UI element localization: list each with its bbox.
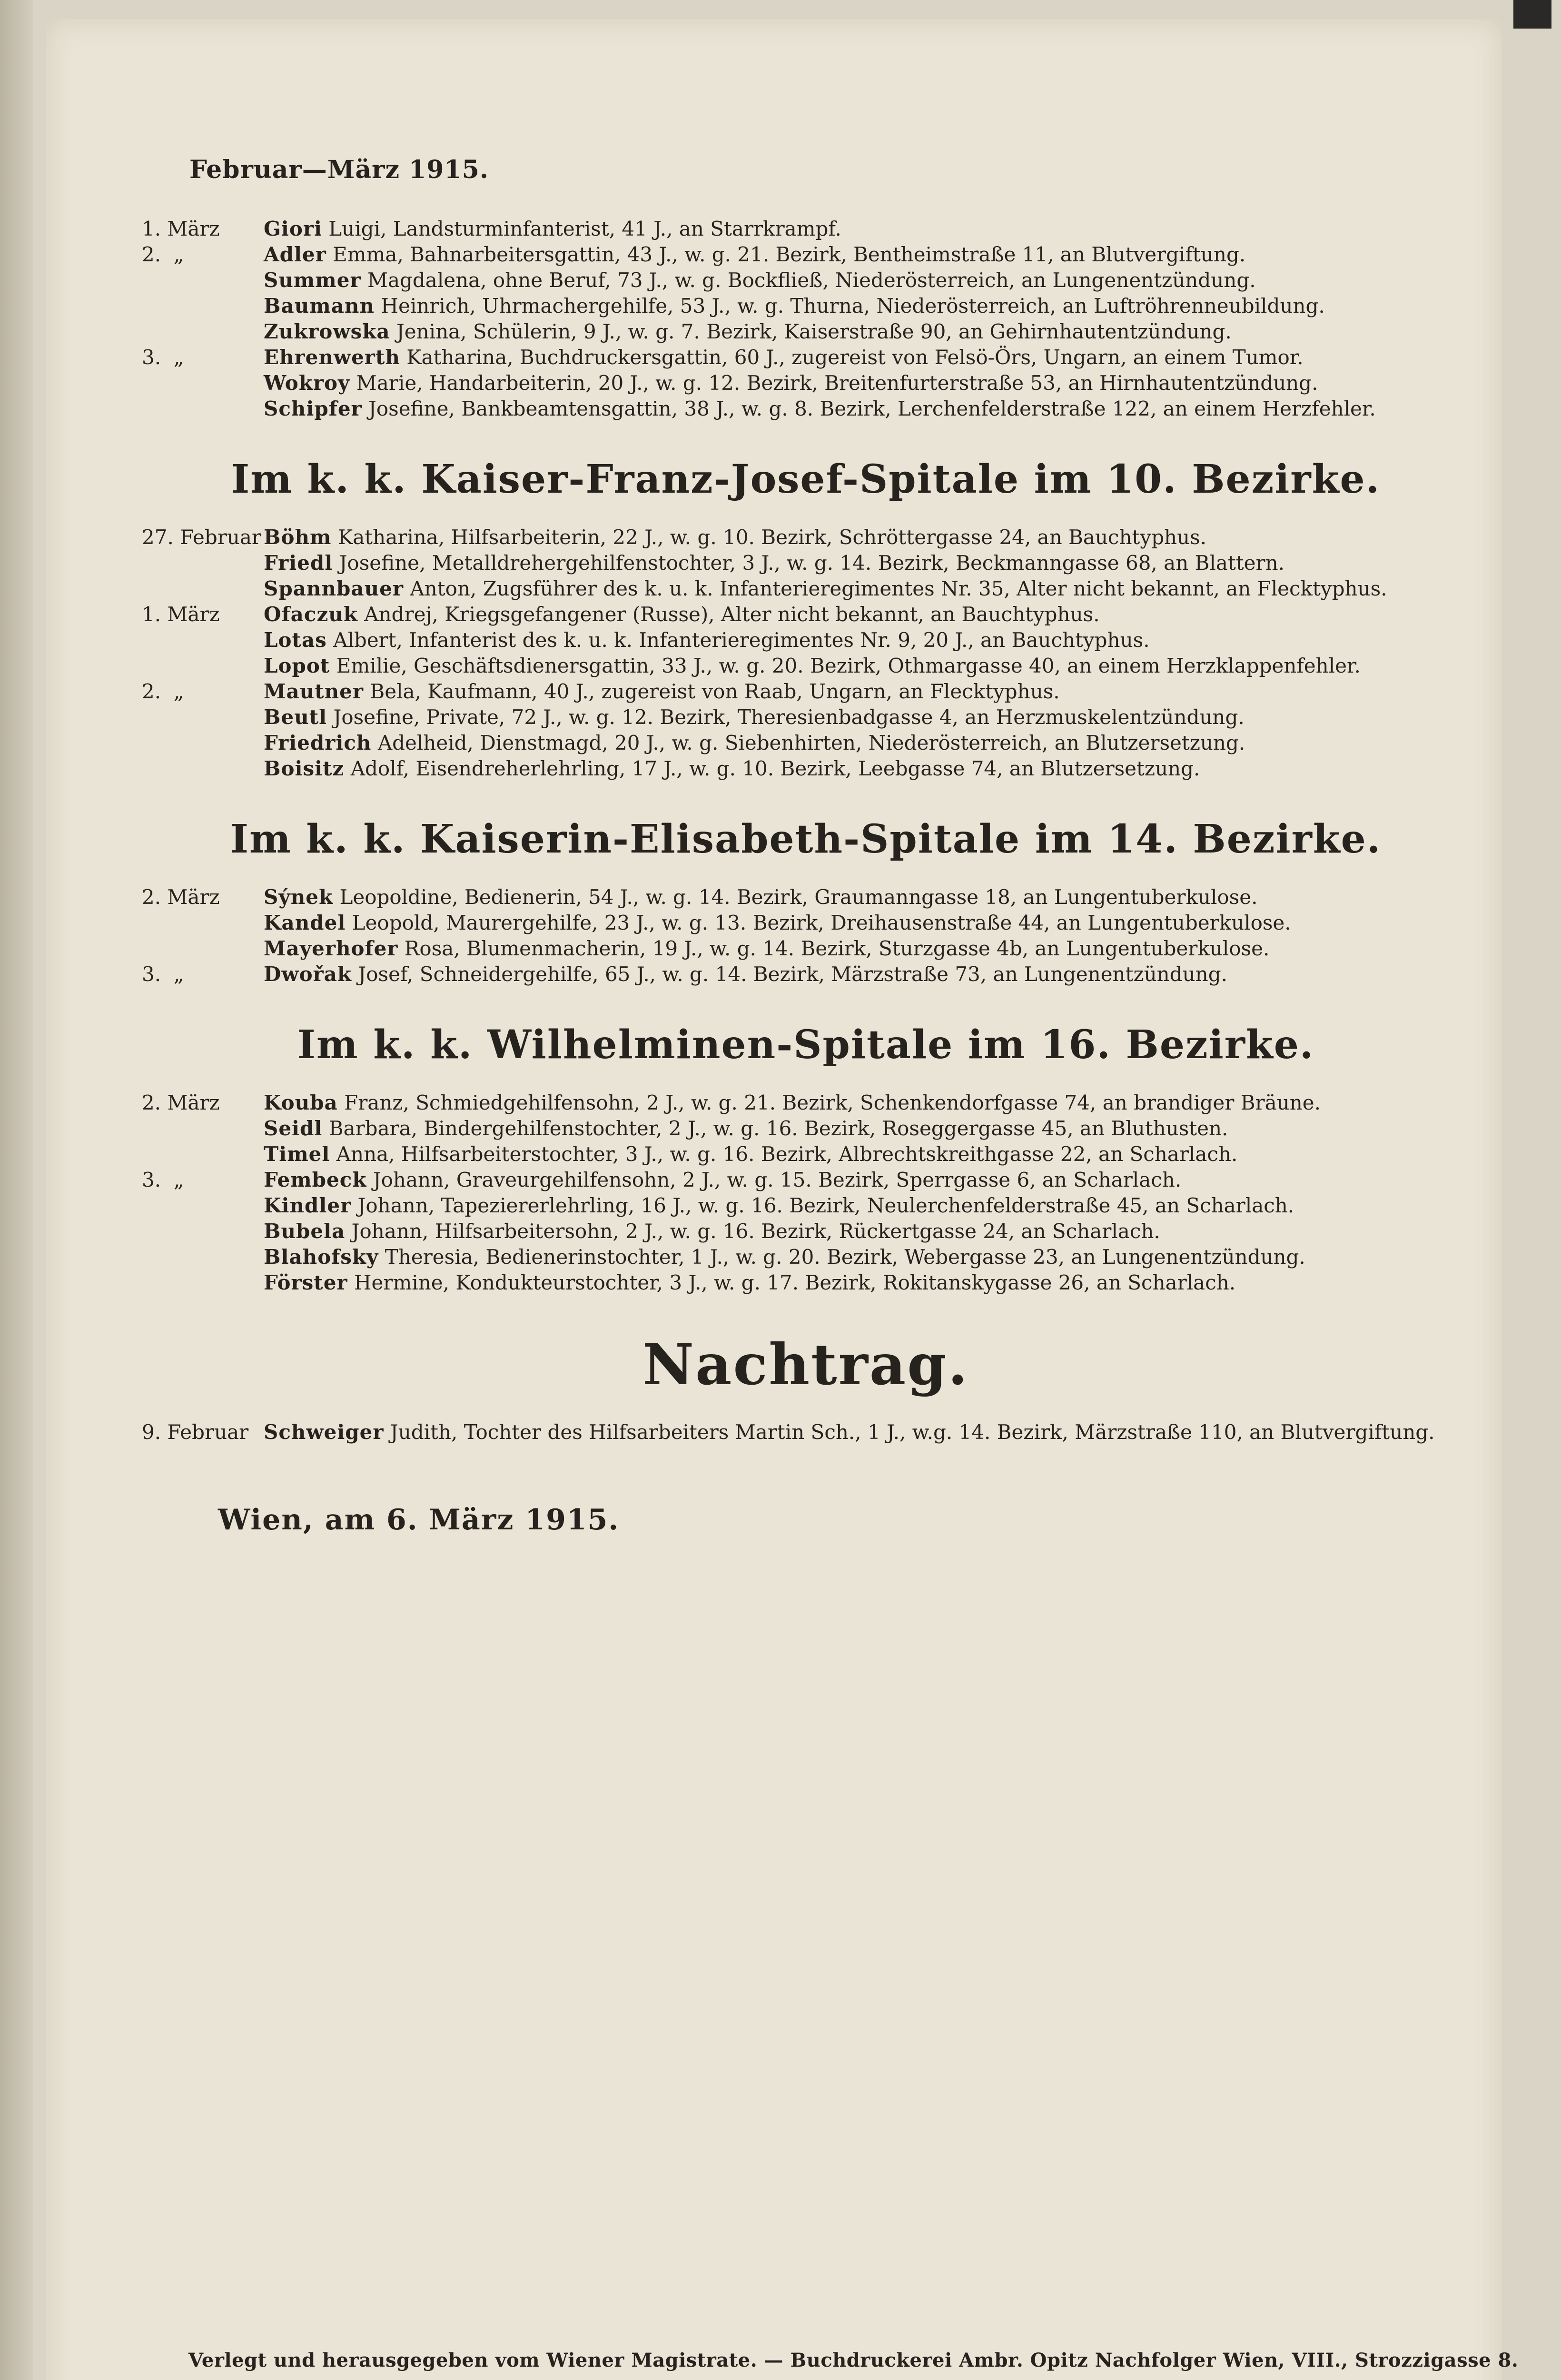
deceased-surname: Mayerhofer [264,937,398,960]
entry-body [264,525,1470,550]
entry-body [264,936,1470,962]
entry-date: 3. „ [142,1168,184,1191]
register-entry [142,550,1470,576]
register-entry [142,1244,1470,1270]
register-entry [142,1270,1470,1296]
register-entry [142,525,1470,550]
entry-body [264,1419,1470,1445]
register-entry [142,1167,1470,1193]
deceased-surname: Sýnek [264,885,334,909]
entry-details: Albert, Infanterist des k. u. k. Infanterieregimentes Nr. 9, 20 J., an Bauchtyphus. [333,628,1150,652]
entry-details: Anton, Zugsführer des k. u. k. Infanterieregimentes Nr. 35, Alter nicht bekannt, an Flecktyphus. [410,577,1387,600]
entry-details: Rosa, Blumenmacherin, 19 J., w. g. 14. Bezirk, Sturzgasse 4b, an Lungentuberkulose. [404,937,1270,960]
entry-date: 3. „ [142,962,184,986]
entry-details: Jenina, Schülerin, 9 J., w. g. 7. Bezirk, Kaiserstraße 90, an Gehirnhautentzündung. [396,320,1232,343]
deceased-surname: Böhm [264,526,332,549]
entry-details: Hermine, Kondukteurstochter, 3 J., w. g. 17. Bezirk, Rokitanskygasse 26, an Scharlach. [354,1271,1236,1294]
entry-details: Theresia, Bedienerinstochter, 1 J., w. g. 20. Bezirk, Webergasse 23, an Lungenentzündung. [385,1245,1305,1269]
entry-details: Andrej, Kriegsgefangener (Russe), Alter nicht bekannt, an Bauchtyphus. [364,603,1100,626]
register-entry [142,576,1470,602]
hospital-section-title: Im k. k. Kaiserin-Elisabeth-Spitale im 14. Bezirke. [230,816,1382,862]
deceased-surname: Baumann [264,294,375,317]
entry-details: Josef, Schneidergehilfe, 65 J., w. g. 14. Bezirk, Märzstraße 73, an Lungenentzündung. [358,962,1227,986]
entry-body [264,679,1470,704]
entry-details: Johann, Hilfsarbeitersohn, 2 J., w. g. 16. Bezirk, Rückertgasse 24, an Scharlach. [351,1220,1160,1243]
entry-body [264,1167,1470,1193]
entry-details: Katharina, Buchdruckersgattin, 60 J., zugereist von Felsö-Örs, Ungarn, an einem Tumor. [406,346,1304,369]
entry-date: 2. März [142,1091,220,1114]
deceased-surname: Schweiger [264,1420,384,1444]
register-entry [142,884,1470,910]
register-entry [142,602,1470,627]
hospital-section-title: Im k. k. Wilhelminen-Spitale im 16. Bezirke. [297,1022,1314,1068]
deceased-surname: Spannbauer [264,577,404,600]
entry-details: Leopoldine, Bedienerin, 54 J., w. g. 14. Bezirk, Graumanngasse 18, an Lungentuberkulose. [339,885,1258,909]
entry-details: Leopold, Maurergehilfe, 23 J., w. g. 13. Bezirk, Dreihausenstraße 44, an Lungentuberkulose. [352,911,1291,934]
register-entry [142,653,1470,679]
entry-body [264,884,1470,910]
entry-date: 27. Februar [142,526,261,549]
deceased-surname: Timel [264,1142,330,1166]
entry-body [264,550,1470,576]
register-entry [142,627,1470,653]
register-entry [142,1141,1470,1167]
nachtrag-entries [142,1419,1470,1445]
deceased-surname: Lopot [264,654,330,677]
deceased-surname: Kindler [264,1194,352,1217]
entry-details: Anna, Hilfsarbeiterstochter, 3 J., w. g. 16. Bezirk, Albrechtskreithgasse 22, an Scharlach. [336,1142,1238,1166]
register-entry [142,1419,1470,1445]
entry-details: Barbara, Bindergehilfenstochter, 2 J., w. g. 16. Bezirk, Roseggergasse 45, an Bluthusten. [328,1117,1228,1140]
deceased-surname: Blahofsky [264,1245,379,1269]
deceased-surname: Friedl [264,551,333,575]
register-entry [142,319,1470,345]
deceased-surname: Kouba [264,1091,338,1114]
entry-body [264,216,1470,242]
death-register-sections [142,216,1470,1296]
register-entry [142,293,1470,319]
register-entry [142,936,1470,962]
entry-details: Judith, Tochter des Hilfsarbeiters Martin Sch., 1 J., w.g. 14. Bezirk, Märzstraße 110, an Blutvergiftung. [390,1420,1435,1444]
entry-details: Emma, Bahnarbeitersgattin, 43 J., w. g. 21. Bezirk, Bentheimstraße 11, an Blutvergiftung. [333,243,1246,266]
deceased-surname: Seidl [264,1117,323,1140]
entry-details: Josefine, Bankbeamtensgattin, 38 J., w. g. 8. Bezirk, Lerchenfelderstraße 122, an einem Herzfehler. [368,397,1376,420]
entry-body [264,345,1470,370]
period-heading: Februar—März 1915. [189,155,489,184]
entry-body [264,1193,1470,1219]
deceased-surname: Zukrowska [264,320,390,343]
entry-body [264,576,1470,602]
deceased-surname: Boisitz [264,757,345,780]
book-gutter [0,0,33,2380]
entry-body [264,1270,1470,1296]
entry-details: Emilie, Geschäftsdienersgattin, 33 J., w. g. 20. Bezirk, Othmargasse 40, an einem Herzklappenfehler. [336,654,1361,677]
signature-line: Wien, am 6. März 1915. [218,1503,620,1537]
deceased-surname: Ofaczuk [264,603,358,626]
register-entry [142,704,1470,730]
entry-body [264,1219,1470,1244]
entry-body [264,962,1470,987]
entry-body [264,268,1470,293]
deceased-surname: Friedrich [264,731,372,754]
entry-details: Josefine, Private, 72 J., w. g. 12. Bezirk, Theresienbadgasse 4, an Herzmuskelentzündung. [333,705,1245,729]
entry-body [264,396,1470,422]
entry-body [264,242,1470,268]
entry-body [264,1090,1470,1116]
deceased-surname: Summer [264,268,361,292]
entry-date: 2. März [142,885,220,909]
register-entry [142,1219,1470,1244]
entry-date: 9. Februar [142,1420,249,1444]
register-entry [142,756,1470,782]
deceased-surname: Wokroy [264,371,350,395]
entry-details: Katharina, Hilfsarbeiterin, 22 J., w. g. 10. Bezirk, Schröttergasse 24, an Bauchtyphus. [337,526,1206,549]
entry-body [264,1244,1470,1270]
entry-details: Adelheid, Dienstmagd, 20 J., w. g. Siebenhirten, Niederösterreich, an Blutzersetzung. [377,731,1245,754]
hospital-section-title: Im k. k. Kaiser-Franz-Josef-Spitale im 10. Bezirke. [231,456,1381,502]
entry-details: Marie, Handarbeiterin, 20 J., w. g. 12. Bezirk, Breitenfurterstraße 53, an Hirnhautentzündung. [356,371,1318,395]
nachtrag-title: Nachtrag. [642,1331,969,1398]
entry-body [264,370,1470,396]
entry-body [264,704,1470,730]
entry-details: Johann, Tapeziererlehrling, 16 J., w. g. 16. Bezirk, Neulerchenfelderstraße 45, an Scharlach. [357,1194,1294,1217]
deceased-surname: Adler [264,243,326,266]
page-content [142,155,1470,1537]
deceased-surname: Ehrenwerth [264,346,400,369]
entry-details: Josefine, Metalldrehergehilfenstochter, 3 J., w. g. 14. Bezirk, Beckmanngasse 68, an Blattern. [339,551,1284,575]
deceased-surname: Dwořak [264,962,352,986]
register-entry [142,268,1470,293]
entry-body [264,730,1470,756]
entry-body [264,910,1470,936]
register-entry [142,370,1470,396]
entry-details: Franz, Schmiedgehilfensohn, 2 J., w. g. 21. Bezirk, Schenkendorfgasse 74, an brandiger Bräune. [344,1091,1321,1114]
entry-date: 3. „ [142,346,184,369]
entry-body [264,319,1470,345]
deceased-surname: Fembeck [264,1168,367,1191]
register-entry [142,1116,1470,1141]
printer-imprint: Verlegt und herausgegeben vom Wiener Magistrate. — Buchdruckerei Ambr. Opitz Nachfolger Wien, VIII., Strozzigasse 8. [188,2349,1519,2371]
register-entry [142,962,1470,987]
register-entry [142,730,1470,756]
register-entry [142,242,1470,268]
deceased-surname: Beutl [264,705,327,729]
entry-body [264,1116,1470,1141]
deceased-surname: Förster [264,1271,348,1294]
entry-date: 1. März [142,217,220,240]
register-entry [142,1193,1470,1219]
register-entry [142,345,1470,370]
deceased-surname: Kandel [264,911,346,934]
entry-details: Adolf, Eisendreherlehrling, 17 J., w. g. 10. Bezirk, Leebgasse 74, an Blutzersetzung. [350,757,1200,780]
entry-date: 2. „ [142,243,184,266]
register-entry [142,910,1470,936]
deceased-surname: Lotas [264,628,327,652]
entry-date: 1. März [142,603,220,626]
entry-date: 2. „ [142,680,184,703]
entry-body [264,293,1470,319]
entry-body [264,653,1470,679]
entry-details: Magdalena, ohne Beruf, 73 J., w. g. Bockfließ, Niederösterreich, an Lungenentzündung. [367,268,1256,292]
register-entry [142,216,1470,242]
entry-body [264,602,1470,627]
entry-details: Luigi, Landsturminfanterist, 41 J., an Starrkrampf. [328,217,841,240]
deceased-surname: Bubela [264,1220,346,1243]
entry-body [264,756,1470,782]
register-entry [142,679,1470,704]
entry-details: Heinrich, Uhrmachergehilfe, 53 J., w. g. Thurna, Niederösterreich, an Luftröhrenneubildung. [381,294,1325,317]
register-entry [142,396,1470,422]
deceased-surname: Mautner [264,680,364,703]
binding-edge [1513,0,1551,29]
entry-details: Bela, Kaufmann, 40 J., zugereist von Raab, Ungarn, an Flecktyphus. [370,680,1060,703]
register-entry [142,1090,1470,1116]
deceased-surname: Giori [264,217,322,240]
entry-details: Johann, Graveurgehilfensohn, 2 J., w. g. 15. Bezirk, Sperrgasse 6, an Scharlach. [373,1168,1182,1191]
entry-body [264,1141,1470,1167]
deceased-surname: Schipfer [264,397,362,420]
entry-body [264,627,1470,653]
